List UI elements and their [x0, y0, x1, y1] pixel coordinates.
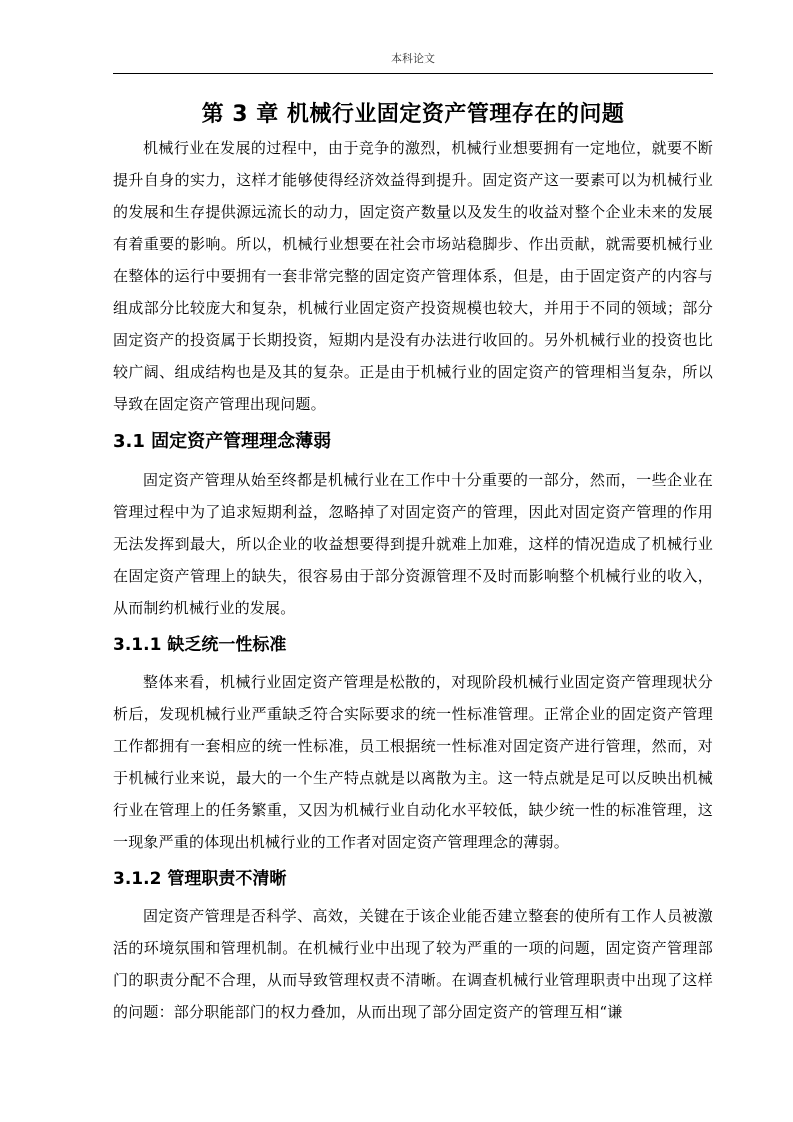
section-3-1-1-heading: 3.1.1 缺乏统一性标准 — [113, 635, 287, 655]
section-3-1-2-paragraph: 固定资产管理是否科学、高效，关键在于该企业能否建立整套的使所有工作人员被激活的环境氛围和管理机制。在机械行业中出现了较为严重的一项的问题，固定资产管理部门的职责分配不合理，从而导致管理权责不清晰。在调查机械行业管理职责中出现了这样的问题：部分职能部门的权力叠加，从而出现了部分固定资产的管理互相“谦 — [113, 907, 713, 1021]
section-3-1-1-paragraph: 整体来看，机械行业固定资产管理是松散的，对现阶段机械行业固定资产管理现状分析后，发现机械行业严重缺乏符合实际要求的统一性标准管理。正常企业的固定资产管理工作都拥有一套相应的统一性标准，员工根据统一性标准对固定资产进行管理，然而，对于机械行业来说，最大的一个生产特点就是以离散为主。这一特点就是足可以反映出机械行业在管理上的任务繁重，又因为机械行业自动化水平较低，缺少统一性的标准管理，这一现象严重的体现出机械行业的工作者对固定资产管理理念的薄弱。 — [113, 673, 713, 851]
chapter-intro-paragraph: 机械行业在发展的过程中，由于竞争的激烈，机械行业想要拥有一定地位，就要不断提升自身的实力，这样才能够使得经济效益得到提升。固定资产这一要素可以为机械行业的发展和生存提供源远流长的动力，固定资产数量以及发生的收益对整个企业未来的发展有着重要的影响。所以，机械行业想要在社会市场站稳脚步、作出贡献，就需要机械行业在整体的运行中要拥有一套非常完整的固定资产管理体系，但是，由于固定资产的内容与组成部分比较庞大和复杂，机械行业固定资产投资规模也较大，并用于不同的领域；部分固定资产的投资属于长期投资，短期内是没有办法进行收回的。另外机械行业的投资也比较广阔、组成结构也是及其的复杂。正是由于机械行业的固定资产的管理相当复杂，所以导致在固定资产管理出现问题。 — [113, 139, 713, 413]
header-divider — [113, 73, 713, 74]
running-header: 本科论文 — [391, 52, 435, 65]
page-content — [113, 98, 713, 1028]
section-3-1-2-heading: 3.1.2 管理职责不清晰 — [113, 869, 287, 889]
chapter-title: 第 3 章 机械行业固定资产管理存在的问题 — [201, 102, 625, 127]
section-3-1-heading: 3.1 固定资产管理理念薄弱 — [113, 431, 332, 452]
section-3-1-paragraph: 固定资产管理从始至终都是机械行业在工作中十分重要的一部分，然而，一些企业在管理过程中为了追求短期利益，忽略掉了对固定资产的管理，因此对固定资产管理的作用无法发挥到最大，所以企业的收益想要得到提升就难上加难，这样的情况造成了机械行业在固定资产管理上的缺失，很容易由于部分资源管理不及时而影响整个机械行业的收入，从而制约机械行业的发展。 — [113, 471, 713, 617]
